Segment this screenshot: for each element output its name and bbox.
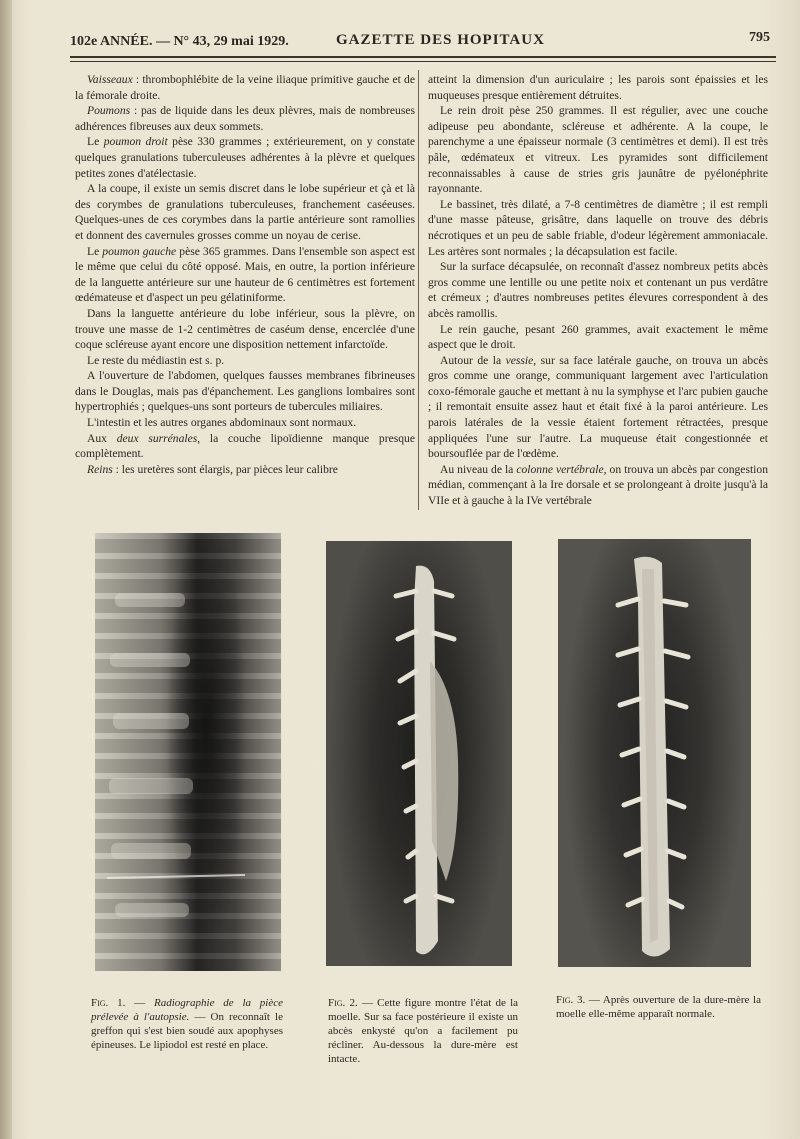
figure-1-caption: Fig. 1. — Radiographie de la pièce prélevée à l'autopsie. — On reconnaît le greffon qui s'est bien soudé aux apophyses épineuses. Le lipiodol est resté en place. (91, 997, 284, 1051)
paragraph-text: , sur sa face latérale gauche, on trouva un abcès gros comme une orange, communiquant largement avec l'articulation coxo-fémorale gauche et mettant à nu la symphyse et l'arc pubien gauche ; il remontait ensuite assez haut et était fixé à la paroi antérieure. Les parois latérales de la vessie étaient fortement rétractées, presque appliquées l'une sur l'autre. La muqueuse était congestionnée et boursouflée par de l'œdème. (428, 353, 768, 461)
figure-2-label: Fig. 2. (328, 997, 358, 1009)
text-column-right (428, 72, 768, 509)
paragraph-text: L'intestin et les autres organes abdominaux sont normaux. (87, 416, 357, 430)
paragraph (75, 181, 415, 243)
paragraph-lead: Vaisseaux (87, 73, 133, 86)
page-header (70, 30, 770, 52)
journal-title: GAZETTE DES HOPITAUX (336, 32, 545, 48)
figure-2-text: Cette figure montre l'état de la moelle. Sur sa face postérieure il existe un abcès enkysté qu'on a facilement pu récliner. Au-dessous la dure-mère est intacte. (328, 997, 519, 1065)
issue-line: 102e ANNÉE. — N° 43, 29 mai 1929. (70, 34, 289, 49)
page-number: 795 (749, 30, 770, 45)
figure-3-spinal-cord-photo (558, 539, 751, 967)
paragraph (75, 431, 415, 462)
paragraph-lead: deux surrénales (116, 431, 198, 445)
figure-3-caption: Fig. 3. — Après ouverture de la dure-mère la moelle elle-même apparaît normale. (556, 994, 761, 1020)
radiograph-vertebrae-graphic (95, 533, 281, 971)
paragraph-text: : pas de liquide dans les deux plèvres, mais de nombreuses adhérences fibreuses aux deux sommets. (75, 104, 415, 133)
paragraph-prefix: Au niveau de la (440, 462, 517, 476)
spinal-cord-opened-graphic (558, 539, 751, 967)
figure-3-label: Fig. 3. (556, 994, 586, 1006)
paragraph (75, 415, 415, 431)
paragraph-text: Le bassinet, très dilaté, a 7-8 centimètres de diamètre ; il est rempli d'une masse pâteuse, grisâtre, dans laquelle on trouve des débris nécrotiques et un peu de sable friable, d'odeur légèrement ammoniacale. Les artères sont normales ; la décapsulation est facile. (428, 197, 768, 258)
paragraph (75, 353, 415, 369)
figure-1-label: Fig. 1. (91, 997, 126, 1009)
paragraph-text: Le rein droit pèse 250 grammes. Il est régulier, avec une couche adipeuse peu abondante, scléreuse et adhérente. A la coupe, le parenchyme a une épaisseur normale (3 centimètres et demi). Il est très pâle, œdémateux et vitreux. Les pyramides sont difficilement reconnaissables à cause de stries gris jaunâtre de pyélonéphrite rayonnante. (428, 104, 768, 196)
text-column-left (75, 72, 415, 477)
paragraph (428, 72, 768, 103)
paragraph (428, 462, 768, 509)
paragraph-text: Le reste du médiastin est s. p. (87, 353, 225, 367)
spinal-cord-graphic (326, 541, 512, 966)
paragraph-lead: colonne vertébrale (516, 462, 604, 476)
figure-1-text: — On reconnaît le greffon qui s'est bien soudé aux apophyses épineuses. Le lipiodol est resté en place. (91, 1011, 283, 1051)
paragraph (428, 322, 768, 353)
column-divider (418, 70, 419, 510)
paragraph-text: A la coupe, il existe un semis discret dans le lobe supérieur et çà et là des corymbes de granulations tuberculeuses, franchement caséeuses. Quelques-unes de ces corymbes dans la partie antérieure sont ramollies et donnent des cavernules grosses comme un noyau de cerise. (75, 182, 415, 242)
paragraph-prefix: Le (87, 135, 104, 149)
paragraph-text: pèse 330 grammes ; extérieurement, on y constate quelques granulations tuberculeuses adhérentes à la plèvre et quelques petites zones d'atélectasie. (75, 135, 415, 180)
paragraph-lead: poumon gauche (102, 244, 177, 258)
paragraph-text: pèse 365 grammes. Dans l'ensemble son aspect est le même que celui du côté opposé. Mais, en outre, la portion inférieure de la languette antérieure sur une hauteur de 6 centimètres est fortement œdémateuse et d'aspect un peu gélatiniforme. (75, 244, 415, 305)
figure-3-text: Après ouverture de la dure-mère la moelle elle-même apparaît normale. (556, 994, 761, 1020)
paragraph-lead: Poumons (87, 104, 131, 118)
paragraph (75, 103, 415, 134)
paragraph (428, 353, 768, 462)
paragraph (428, 103, 768, 197)
figure-1-title: Radiographie de la pièce prélevée à l'autopsie. (91, 997, 284, 1023)
figure-1-radiograph (95, 533, 281, 971)
paragraph (75, 72, 415, 103)
page-spine-shadow (0, 0, 12, 1139)
header-rule-thin (70, 61, 776, 62)
paragraph-text: : thrombophlébite de la veine iliaque primitive gauche et de la fémorale droite. (75, 73, 415, 102)
paragraph (75, 244, 415, 306)
paragraph-text: Sur la surface décapsulée, on reconnaît d'assez nombreux petits abcès gros comme une lentille ou une petite noix et contenant un pus verdâtre et crémeux ; d'autres nombreuses petites élevures correspondent à des abcès ramollis. (428, 260, 768, 320)
paragraph-lead: vessie (505, 353, 534, 367)
paragraph-lead: Reins (87, 462, 113, 476)
paragraph-text: Dans la languette antérieure du lobe inférieur, sous la plèvre, on trouve une masse de 1-2 centimètres de caséum dense, encerclée d'une coque scléreuse ayant encore une disposition nettement infarctoïde. (75, 306, 415, 352)
paragraph-prefix: Aux (87, 431, 117, 445)
paragraph-lead: poumon droit (103, 135, 168, 149)
paragraph (428, 259, 768, 321)
paragraph (75, 368, 415, 415)
paragraph-text: : les uretères sont élargis, par pièces leur calibre (112, 462, 338, 476)
paragraph-text: , la couche lipoïdienne manque presque complètement. (75, 431, 415, 461)
paragraph (428, 197, 768, 259)
paragraph (75, 306, 415, 353)
figure-2-spinal-cord-photo (326, 541, 512, 966)
paragraph-prefix: Le (87, 244, 103, 258)
figure-2-caption: Fig. 2. — Cette figure montre l'état de la moelle. Sur sa face postérieure il existe un abcès enkysté qu'on a facilement pu récliner. Au-dessous la dure-mère est intacte. (328, 997, 519, 1065)
paragraph-text: atteint la dimension d'un auriculaire ; les parois sont épaissies et les muqueuses presque entièrement détruites. (428, 73, 768, 102)
paragraph-text: , on trouva un abcès par congestion médian, commençant à la Ire dorsale et se prolongeant à droite jusqu'à la VIIe et à gauche à la IVe vertébrale (428, 462, 769, 508)
header-rule-thick (70, 56, 776, 58)
paragraph-text: Le rein gauche, pesant 260 grammes, avait exactement le même aspect que le droit. (428, 322, 768, 352)
paragraph-text: A l'ouverture de l'abdomen, quelques fausses membranes fibrineuses dans le Douglas, mais pas d'épanchement. Les ganglions lombaires sont hypertrophiés ; quelques-uns sont porteurs de tubercules miliaires. (75, 369, 415, 414)
paragraph (75, 462, 415, 478)
paragraph (75, 134, 415, 181)
paragraph-prefix: Autour de la (440, 353, 506, 367)
